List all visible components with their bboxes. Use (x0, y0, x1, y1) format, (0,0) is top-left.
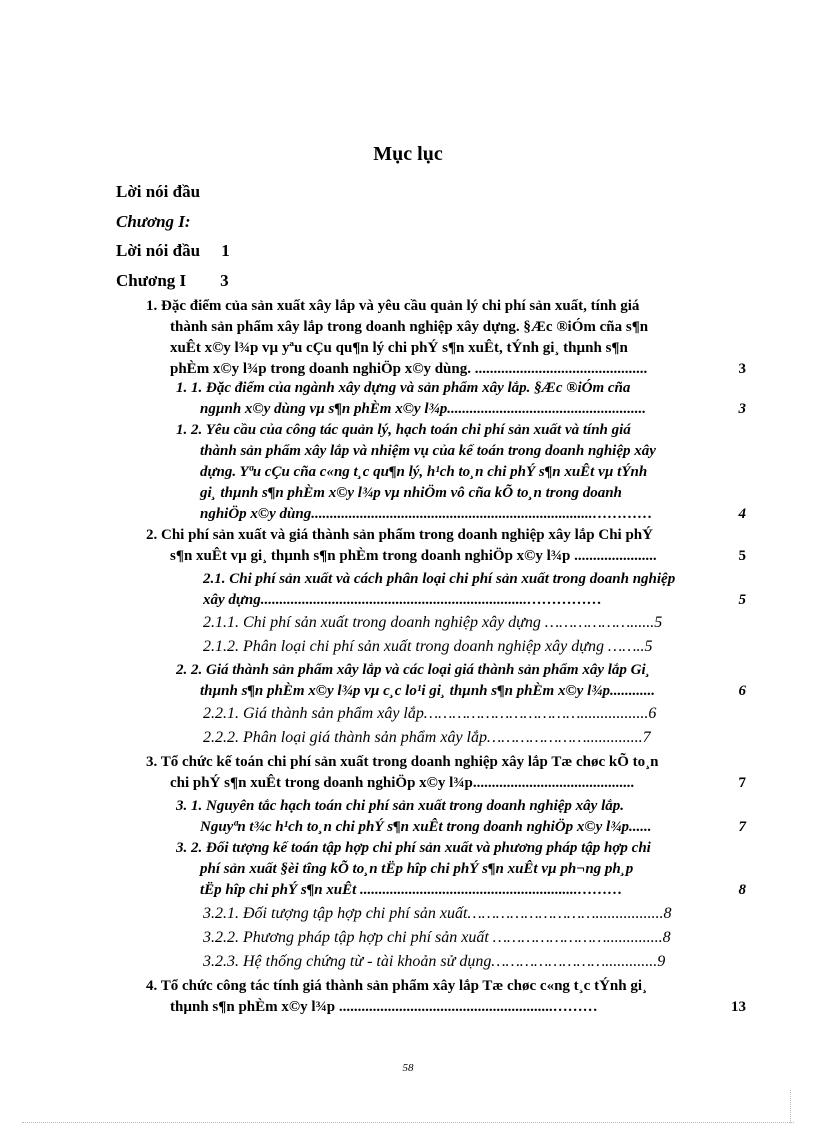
toc-line: gi¸ thµnh s¶n phÈm x©y l¾p vµ nhiÖm vô cña kÕ to¸n trong doanh (200, 485, 622, 501)
toc-line: 2. Chi phí sản xuất và giá thành sản phẩm trong doanh nghiệp xây lắp Chi phÝ (146, 527, 653, 543)
toc-line: chi phÝ s¶n xuÊt trong doanh nghiÖp x©y l¾p........................................... (170, 775, 635, 791)
toc-entry (176, 838, 746, 901)
toc-entry (176, 378, 746, 420)
toc-entry (146, 752, 746, 794)
heading-chuong-1-page: Chương I 3 (116, 271, 229, 290)
toc-line: 1. Đặc điểm của sản xuất xây lắp và yêu cầu quản lý chi phí sản xuất, tính giá (146, 298, 640, 314)
toc-line: xuÊt x©y l¾p vµ yªu cÇu qu¶n lý chi phÝ s¶n xuÊt, tÝnh gi¸ thµnh s¶n (170, 340, 628, 356)
toc-entry (203, 569, 746, 611)
toc-line: tËp hîp chi phÝ s¶n xuÊt ..........................................................……… (200, 882, 623, 898)
toc-line: s¶n xuÊt vµ gi¸ thµnh s¶n phÈm trong doanh nghiÖp x©y l¾p ...................... (170, 548, 657, 564)
toc-line: phÈm x©y l¾p trong doanh nghiÖp x©y dùng. .............................................. (170, 361, 648, 377)
toc-line: thµnh s¶n phÈm x©y l¾p vµ c¸c lo¹i gi¸ thµnh s¶n phÈm x©y l¾p............ (200, 683, 655, 699)
toc-line: 1. 2. Yêu cầu của công tác quản lý, hạch toán chi phí sản xuất và tính giá (176, 422, 631, 438)
page-ref: 3 (738, 361, 746, 377)
toc-entry (176, 420, 746, 525)
toc-line: 2. 2. Giá thành sản phẩm xây lắp và các loại giá thành sản phẩm xây lắp Gi¸ (176, 662, 651, 678)
footer-page-number: 58 (402, 1062, 414, 1074)
page-ref: 5 (738, 592, 746, 608)
toc-line: 1. 1. Đặc điểm của ngành xây dựng và sản phẩm xây lắp. §Æc ®iÓm cña (176, 380, 631, 396)
heading-chuong-1: Chương I: (116, 212, 191, 231)
toc-subentry: 3.2.1. Đối tượng tập hợp chi phí sản xuất……………………….................8 (203, 905, 672, 922)
page-ref: 3 (738, 401, 746, 417)
toc-subentry: 2.1.1. Chi phí sản xuất trong doanh nghiệp xây dựng ………………......5 (203, 614, 663, 631)
heading-loi-noi-dau: Lời nói đầu (116, 182, 201, 201)
page-ref: 13 (731, 999, 746, 1015)
toc-subentry: 3.2.2. Phương pháp tập hợp chi phí sản xuất ……………………..............8 (203, 929, 671, 946)
page-ref: 5 (738, 548, 746, 564)
toc-line: 3. 2. Đối tượng kế toán tập hợp chi phí sản xuất và phương pháp tập hợp chi (176, 840, 651, 856)
toc-line: 3. 1. Nguyên tắc hạch toán chi phí sản xuất trong doanh nghiệp xây lắp. (176, 798, 624, 814)
toc-subentry: 3.2.3. Hệ thống chứng từ - tài khoản sử dụng…………………….............9 (203, 953, 666, 970)
toc-line: thành sản phẩm xây lắp trong doanh nghiệp xây dựng. §Æc ®iÓm cña s¶n (170, 319, 649, 335)
page-title: Mục lục (373, 143, 443, 165)
toc-line: ngµnh x©y dùng vµ s¶n phÈm x©y l¾p..................................................... (200, 401, 646, 417)
toc-entry (176, 660, 746, 702)
heading-loi-noi-dau-page: Lời nói đầu 1 (116, 241, 230, 260)
page-ref: 4 (738, 506, 746, 522)
toc-line: xây dựng.......................................................................…………… (203, 592, 602, 608)
page-ref: 7 (738, 819, 746, 835)
toc-entry (146, 296, 746, 380)
toc-line: 2.1. Chi phí sản xuất và cách phân loại chi phí sản xuất trong doanh nghiệp (203, 571, 676, 587)
toc-line: thành sản phẩm xây lắp và nhiệm vụ của kế toán trong doanh nghiệp xây (200, 443, 656, 459)
toc-line: nghiÖp x©y dùng...........................................................................………… (200, 506, 653, 522)
page-ref: 6 (738, 683, 746, 699)
toc-line: 4. Tổ chức công tác tính giá thành sản phẩm xây lắp Tæ chøc c«ng t¸c tÝnh gi¸ (146, 978, 647, 994)
toc-subentry: 2.2.1. Giá thành sản phẩm xây lắp…………………………….................6 (203, 705, 657, 722)
toc-subentry: 2.2.2. Phân loại giá thành sản phẩm xây lắp…………………..............7 (203, 729, 651, 746)
toc-line: dựng. Yªu cÇu cña c«ng t¸c qu¶n lý, h¹ch to¸n chi phÝ s¶n xuÊt vµ tÝnh (200, 464, 648, 480)
toc-line: 3. Tổ chức kế toán chi phí sản xuất trong doanh nghiệp xây lắp Tæ chøc kÕ to¸n (146, 754, 659, 770)
toc-line: Nguyªn t¾c h¹ch to¸n chi phÝ s¶n xuÊt trong doanh nghiÖp x©y l¾p...... (200, 819, 652, 835)
page-ref: 7 (738, 775, 746, 791)
toc-subentry: 2.1.2. Phân loại chi phí sản xuất trong doanh nghiệp xây dựng ……..5 (203, 638, 653, 655)
toc-line: phí sản xuất §èi tîng kÕ to¸n tËp hîp chi phÝ s¶n xuÊt vµ ph¬ng ph¸p (200, 861, 634, 877)
page-border-corner (790, 1090, 791, 1123)
toc-entry (176, 796, 746, 838)
toc-line: thµnh s¶n phÈm x©y l¾p .........................................................……… (170, 999, 598, 1015)
page-ref: 8 (738, 882, 746, 898)
toc-entry (146, 976, 746, 1018)
toc-entry (146, 525, 746, 567)
